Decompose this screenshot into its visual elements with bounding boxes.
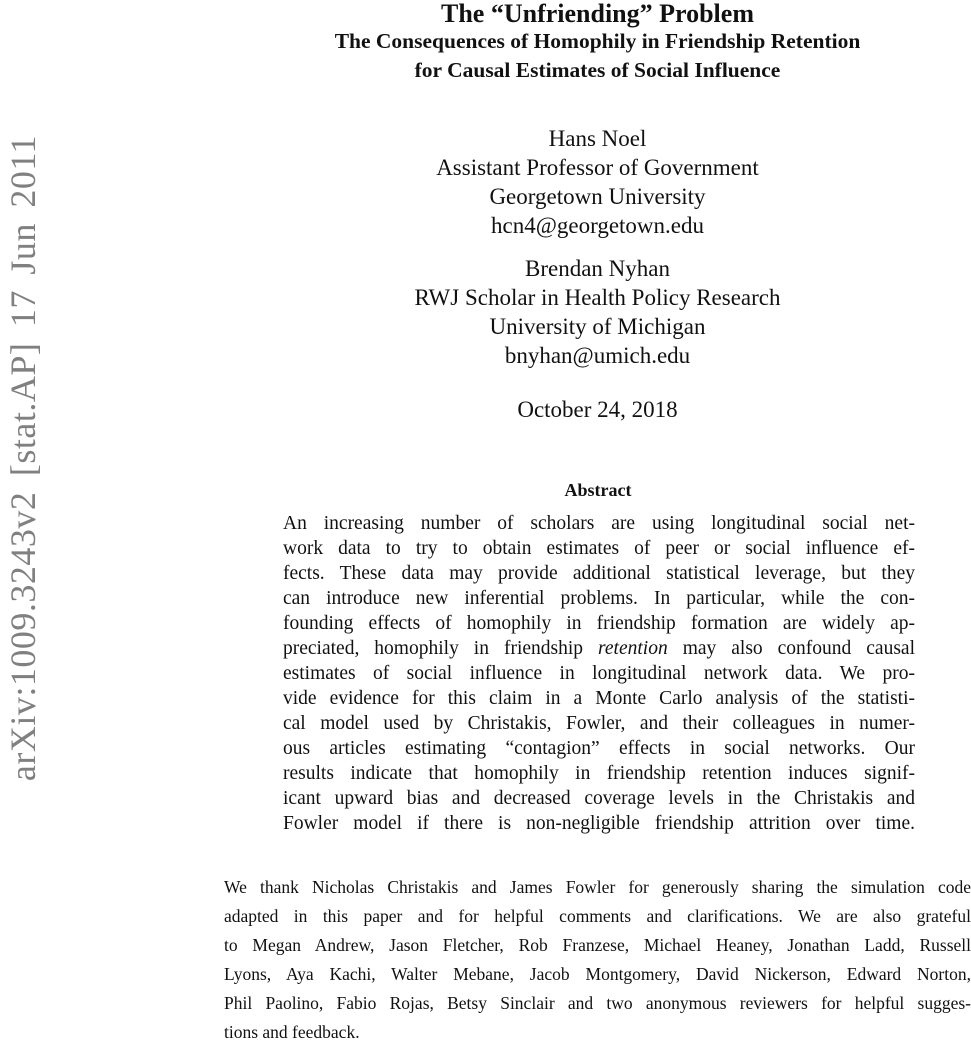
abstract-body (283, 511, 915, 836)
author-position: RWJ Scholar in Health Policy Research (414, 285, 781, 310)
acknowledgment-line: We thank Nicholas Christakis and James Fowler for generously sharing the simulation code (224, 877, 971, 897)
author-email: bnyhan@umich.edu (504, 343, 691, 368)
abstract-line: cal model used by Christakis, Fowler, and their colleagues in numer- (283, 713, 915, 734)
author-affiliation: Georgetown University (489, 184, 706, 209)
arxiv-stamp (4, 100, 42, 816)
abstract-line: ous articles estimating “contagion” effects in social networks. Our (283, 738, 915, 759)
emphasized-term: retention (598, 638, 668, 659)
arxiv-identifier: arXiv:1009.3243v2 [stat.AP] 17 Jun 2011 (3, 134, 44, 782)
abstract-line: work data to try to obtain estimates of peer or social influence ef- (283, 538, 915, 559)
acknowledgment-line: tions and feedback. (224, 1022, 360, 1042)
author-list (330, 124, 865, 384)
author-position: Assistant Professor of Government (436, 155, 759, 180)
abstract-line: results indicate that homophily in friendship retention induces signif- (283, 763, 915, 784)
author-1 (330, 124, 865, 240)
abstract-text: preciated, homophily in friendship (283, 638, 599, 659)
paper-subtitle-line-1: The Consequences of Homophily in Friendship Retention (334, 29, 861, 53)
paper-subtitle-line-2: for Causal Estimates of Social Influence (414, 58, 781, 82)
abstract-line-with-emphasis (283, 636, 915, 661)
acknowledgment-line: Phil Paolino, Fabio Rojas, Betsy Sinclair and two anonymous reviewers for helpful sugges- (224, 993, 971, 1013)
abstract-line: vide evidence for this claim in a Monte Carlo analysis of the statisti- (283, 688, 915, 709)
abstract-heading: Abstract (564, 480, 632, 500)
abstract-line: can introduce new inferential problems. In particular, while the con- (283, 588, 915, 609)
author-name: Brendan Nyhan (525, 256, 670, 281)
acknowledgment-line: adapted in this paper and for helpful comments and clarifications. We are also grateful (224, 906, 971, 926)
abstract-line: icant upward bias and decreased coverage levels in the Christakis and (283, 788, 915, 809)
author-email: hcn4@georgetown.edu (490, 213, 704, 238)
paper-date: October 24, 2018 (517, 397, 678, 422)
acknowledgments-footnote (224, 873, 971, 1047)
acknowledgment-line: to Megan Andrew, Jason Fletcher, Rob Franzese, Michael Heaney, Jonathan Ladd, Russell (224, 935, 971, 955)
abstract-line: founding effects of homophily in friendship formation are widely ap- (283, 613, 915, 634)
paper-title: The “Unfriending” Problem (441, 0, 754, 28)
author-2 (330, 254, 865, 370)
abstract-line: estimates of social influence in longitudinal network data. We pro- (283, 663, 915, 684)
abstract-text: may also confound causal (667, 638, 916, 659)
title-block (230, 0, 965, 85)
abstract-line: An increasing number of scholars are using longitudinal social net- (283, 513, 915, 534)
author-name: Hans Noel (548, 126, 647, 151)
abstract-line: Fowler model if there is non-negligible friendship attrition over time. (283, 813, 915, 834)
abstract-line: fects. These data may provide additional statistical leverage, but they (283, 563, 915, 584)
author-affiliation: University of Michigan (489, 314, 706, 339)
acknowledgment-line: Lyons, Aya Kachi, Walter Mebane, Jacob Montgomery, David Nickerson, Edward Norton, (224, 964, 971, 984)
